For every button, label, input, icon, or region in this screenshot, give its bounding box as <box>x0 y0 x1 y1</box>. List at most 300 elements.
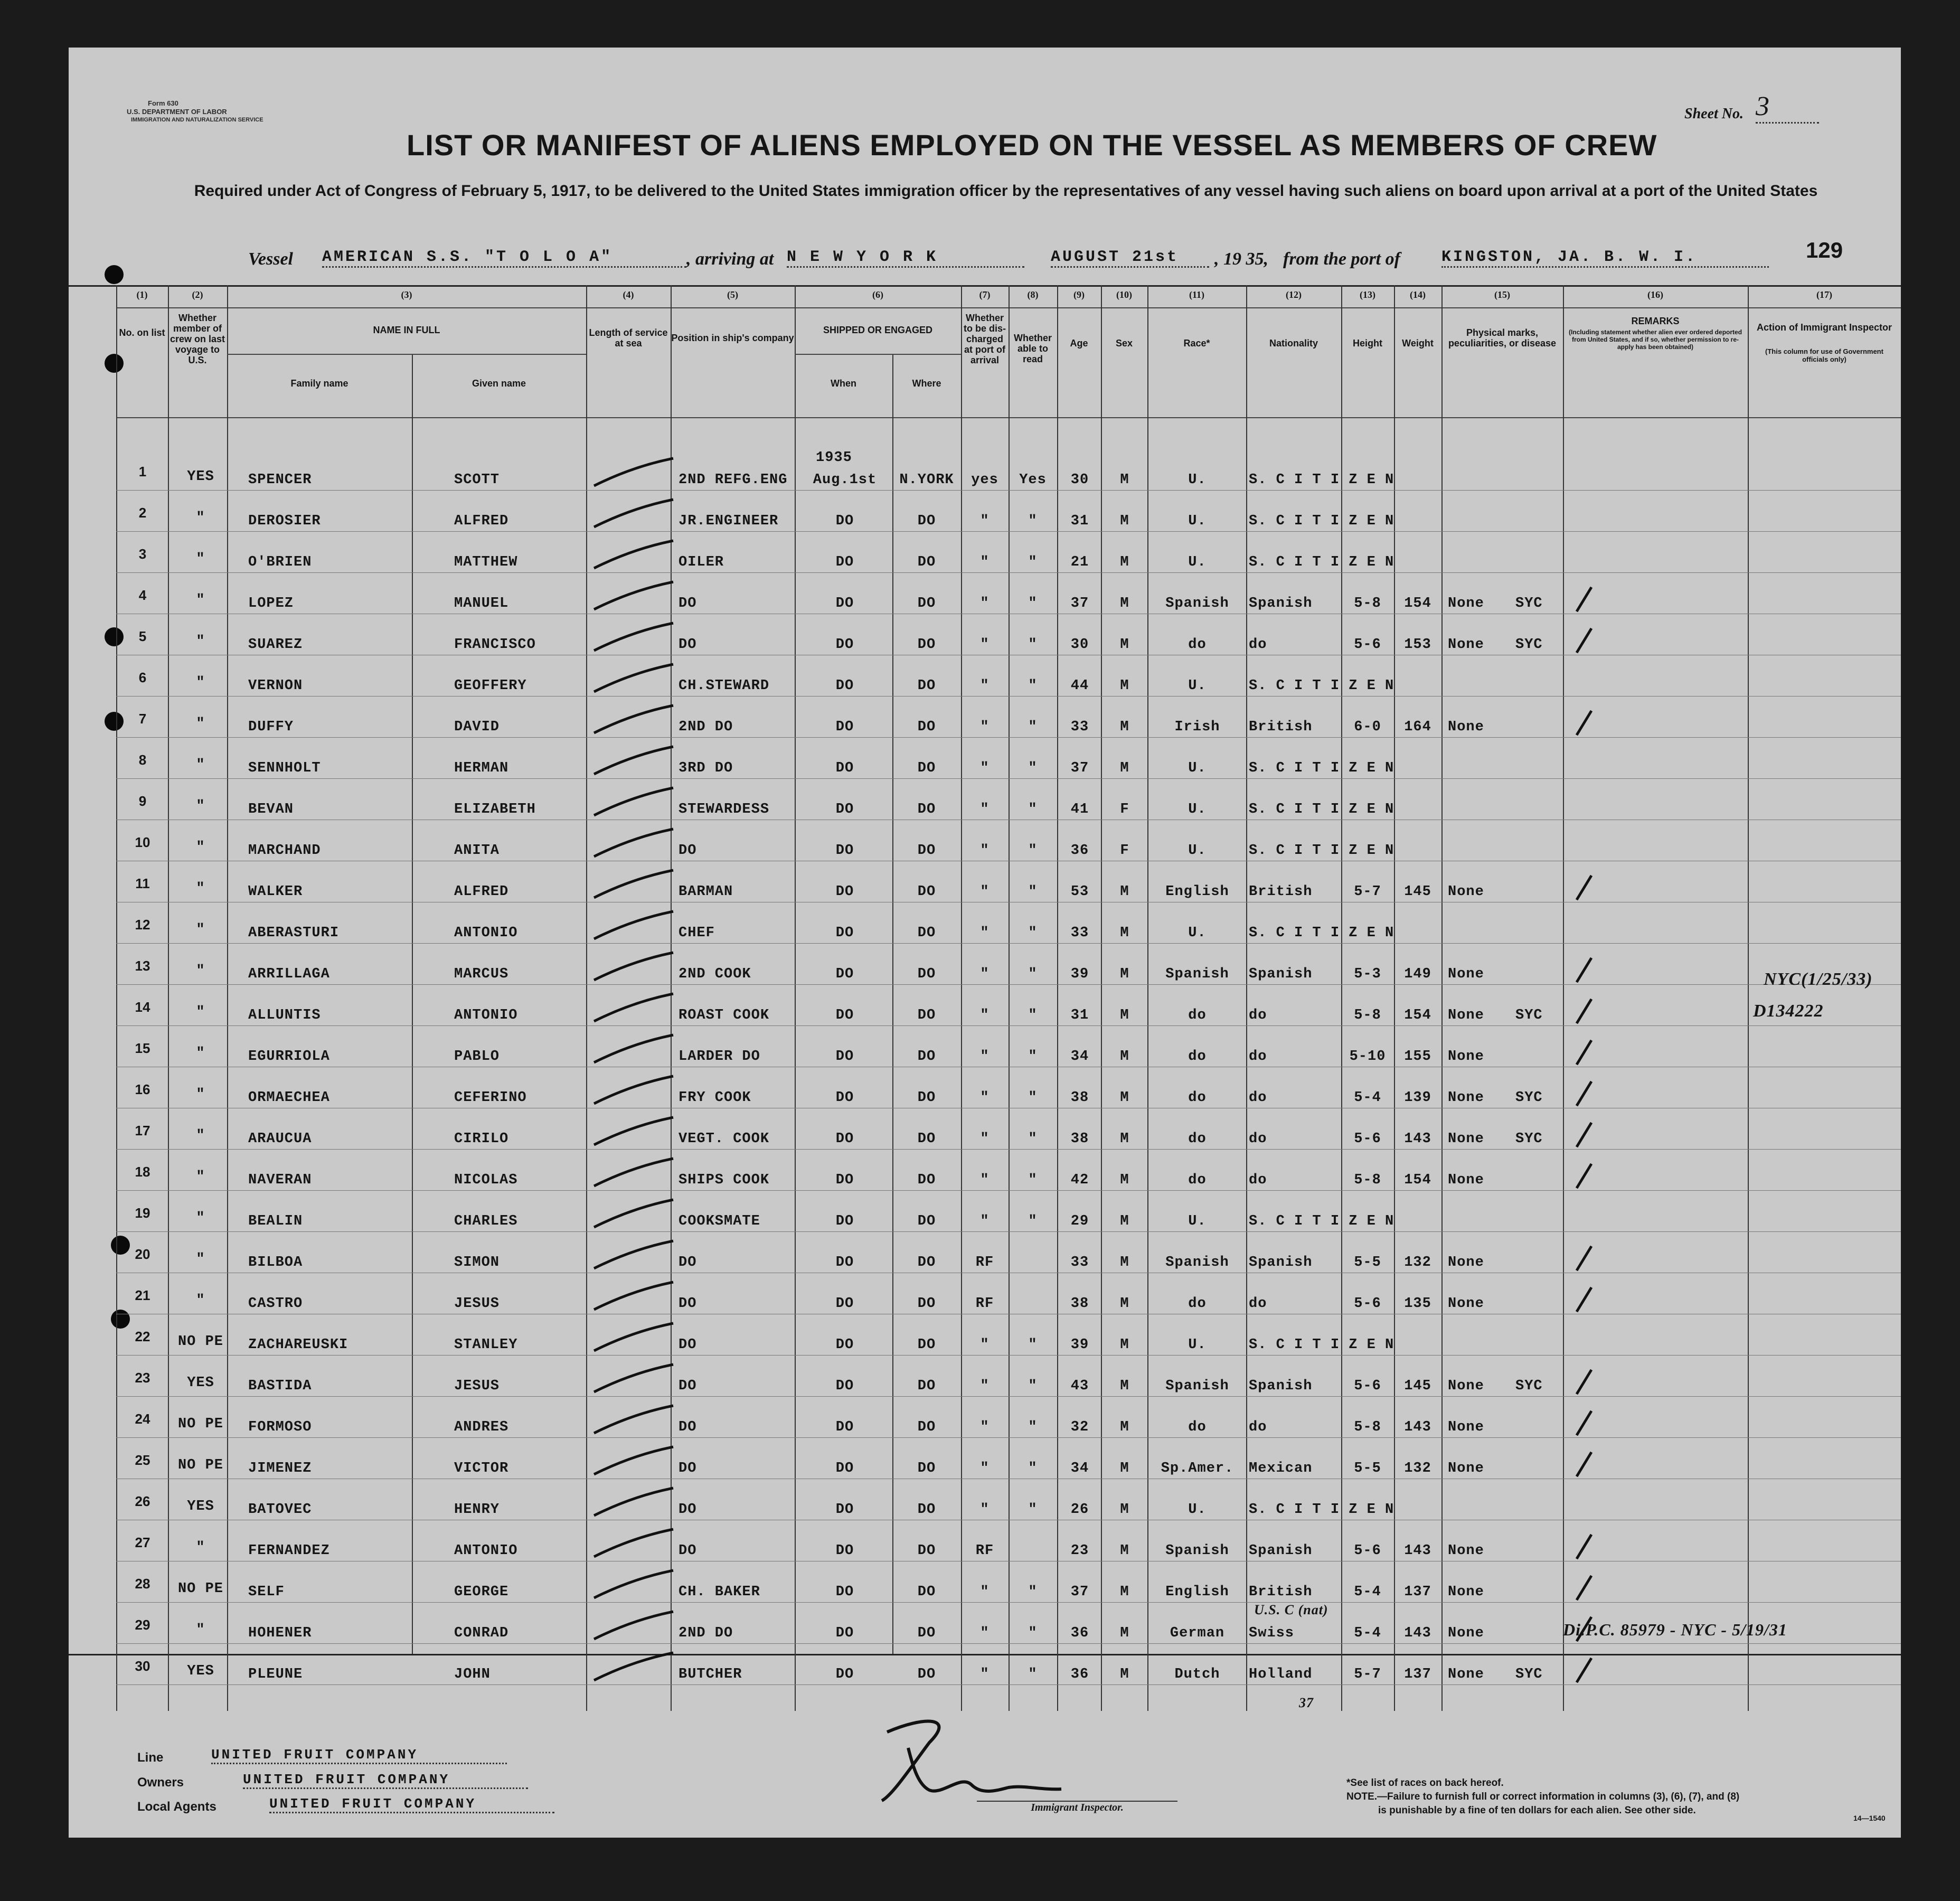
nationality-cell: Spanish <box>1249 1543 1313 1559</box>
height-cell: 5-4 <box>1354 1090 1381 1106</box>
row-rule <box>116 1437 1901 1438</box>
height-cell: 6-0 <box>1354 719 1381 735</box>
position-cell: ROAST COOK <box>679 1008 770 1023</box>
discharged-cell: yes <box>971 472 998 488</box>
action-note: NYC(1/25/33) <box>1764 970 1873 989</box>
position-cell: 2ND DO <box>679 719 733 735</box>
position-cell: JR.ENGINEER <box>679 513 779 529</box>
row-rule <box>116 1149 1901 1150</box>
physical-marks-cell: None <box>1448 1172 1484 1188</box>
sex-cell: M <box>1120 1502 1129 1518</box>
row-rule <box>116 1684 1901 1685</box>
race-cell: do <box>1188 1296 1207 1312</box>
weight-cell: 132 <box>1404 1461 1431 1476</box>
row-rule <box>116 1231 1901 1232</box>
shipped-when-cell: DO <box>835 1090 854 1106</box>
sex-cell: M <box>1120 1008 1129 1023</box>
prior-voyage-cell: NO PE <box>177 1416 223 1432</box>
shipped-where-cell: DO <box>917 1667 936 1682</box>
col-header-age: Age <box>1070 338 1088 349</box>
col-number: (17) <box>1816 289 1832 300</box>
shipped-where-cell: DO <box>917 884 936 900</box>
age-cell: 33 <box>1070 925 1089 941</box>
weight-cell: 153 <box>1404 637 1431 653</box>
nationality-cell: S. C I T I Z E N <box>1249 760 1394 776</box>
service-length-tick <box>589 1154 679 1191</box>
check-mark <box>1573 1119 1595 1151</box>
row-number: 7 <box>138 711 147 727</box>
height-cell: 5-10 <box>1349 1049 1386 1065</box>
shipped-when-cell: DO <box>835 1008 854 1023</box>
position-cell: FRY COOK <box>679 1090 751 1106</box>
discharged-cell: " <box>980 1337 990 1353</box>
col-number: (10) <box>1116 289 1132 300</box>
row-number: 22 <box>135 1329 150 1344</box>
age-cell: 38 <box>1070 1090 1089 1106</box>
family-name-cell: ALLUNTIS <box>248 1008 321 1023</box>
service-length-tick <box>589 619 679 656</box>
discharged-cell: " <box>980 966 990 982</box>
row-number: 9 <box>138 793 147 809</box>
prior-voyage-cell: NO PE <box>177 1457 223 1473</box>
given-name-cell: FRANCISCO <box>454 637 536 653</box>
shipped-when-cell: DO <box>835 1378 854 1394</box>
given-name-cell: CHARLES <box>454 1213 518 1229</box>
physical-marks-cell: None <box>1448 1378 1484 1394</box>
arrival-port: N E W Y O R K <box>787 248 1024 268</box>
height-cell: 5-8 <box>1354 596 1381 611</box>
given-name-cell: GEORGE <box>454 1584 509 1600</box>
page-stamp-number: 129 <box>1806 238 1843 262</box>
col-header-family-name: Family name <box>290 378 348 389</box>
from-port-label: from the port of <box>1283 249 1400 269</box>
row-number: 21 <box>135 1287 150 1303</box>
can-read-cell: " <box>1028 1419 1038 1435</box>
can-read-cell: " <box>1028 1008 1038 1023</box>
check-mark <box>1573 1078 1595 1110</box>
crew-table <box>69 285 1901 1711</box>
race-cell: U. <box>1188 925 1207 941</box>
position-cell: 3RD DO <box>679 760 733 776</box>
check-mark <box>1573 996 1595 1028</box>
given-name-cell: ANTONIO <box>454 1008 518 1023</box>
row-number: 1 <box>138 464 147 479</box>
discharged-cell: " <box>980 1090 990 1106</box>
row-number: 15 <box>135 1040 150 1056</box>
weight-cell: 143 <box>1404 1131 1431 1147</box>
physical-marks-cell: None <box>1448 596 1484 611</box>
service-length-tick <box>589 1607 679 1644</box>
shipped-where-cell: DO <box>917 1584 936 1600</box>
row-rule <box>116 572 1901 573</box>
shipped-when-cell: DO <box>835 1337 854 1353</box>
discharged-cell: " <box>980 719 990 735</box>
race-cell: U. <box>1188 472 1207 488</box>
col-number: (13) <box>1360 289 1375 300</box>
given-name-cell: MANUEL <box>454 596 509 611</box>
race-cell: U. <box>1188 678 1207 694</box>
row-rule <box>116 531 1901 532</box>
race-cell: do <box>1188 637 1207 653</box>
nationality-cell: S. C I T I Z E N <box>1249 843 1394 859</box>
row-rule <box>116 1355 1901 1356</box>
prior-voyage-cell: " <box>196 716 205 732</box>
height-cell: 5-5 <box>1354 1255 1381 1271</box>
given-name-cell: NICOLAS <box>454 1172 518 1188</box>
family-name-cell: JIMENEZ <box>248 1461 312 1476</box>
row-number: 16 <box>135 1081 150 1097</box>
can-read-cell: " <box>1028 513 1038 529</box>
can-read-cell: " <box>1028 802 1038 817</box>
weight-cell: 139 <box>1404 1090 1431 1106</box>
family-name-cell: BILBOA <box>248 1255 303 1271</box>
weight-cell: 143 <box>1404 1625 1431 1641</box>
remarks-note: Di.P.C. 85979 - NYC - 5/19/31 <box>1563 1620 1787 1639</box>
col-header-nationality: Nationality <box>1269 338 1318 349</box>
weight-cell: 143 <box>1404 1419 1431 1435</box>
physical-marks-cell: None <box>1448 1584 1484 1600</box>
discharged-cell: " <box>980 1131 990 1147</box>
can-read-cell: " <box>1028 1502 1038 1518</box>
row-number: 26 <box>135 1493 150 1509</box>
col-header-physical-marks: Physical marks, peculiarities, or disease <box>1448 327 1557 349</box>
physical-marks-cell: None <box>1448 719 1484 735</box>
col-header-length-service: Length of service at sea <box>589 327 668 349</box>
shipped-where-cell: DO <box>917 760 936 776</box>
service-length-tick <box>589 907 679 944</box>
check-mark <box>1573 1284 1595 1316</box>
sheet-label: Sheet No. <box>1684 106 1744 122</box>
shipped-where-cell: DO <box>917 843 936 859</box>
prior-voyage-cell: " <box>196 1210 205 1226</box>
age-cell: 37 <box>1070 1584 1089 1600</box>
prior-voyage-cell: " <box>196 592 205 608</box>
service-length-tick <box>589 1031 679 1068</box>
race-cell: U. <box>1188 1213 1207 1229</box>
age-cell: 38 <box>1070 1131 1089 1147</box>
prior-voyage-cell: " <box>196 551 205 567</box>
given-name-cell: HENRY <box>454 1502 500 1518</box>
position-cell: CH.STEWARD <box>679 678 770 694</box>
service-length-tick <box>589 1525 679 1562</box>
can-read-cell: Yes <box>1019 472 1047 488</box>
col-header-height: Height <box>1353 338 1382 349</box>
sex-cell: M <box>1120 760 1129 776</box>
can-read-cell: " <box>1028 1584 1038 1600</box>
race-cell: do <box>1188 1090 1207 1106</box>
row-number: 10 <box>135 834 150 850</box>
agents-value: UNITED FRUIT COMPANY <box>269 1796 554 1813</box>
shipped-where-cell: DO <box>917 678 936 694</box>
shipped-where-cell: DO <box>917 1131 936 1147</box>
shipped-when-cell: DO <box>835 1584 854 1600</box>
age-cell: 43 <box>1070 1378 1089 1394</box>
col-header-shipped: SHIPPED OR ENGAGED <box>823 325 933 335</box>
col-header-weight: Weight <box>1402 338 1434 349</box>
family-name-cell: BEVAN <box>248 802 294 817</box>
can-read-cell: " <box>1028 760 1038 776</box>
row-number: 6 <box>138 670 147 685</box>
row-number: 17 <box>135 1123 150 1138</box>
sex-cell: M <box>1120 1049 1129 1065</box>
discharged-cell: " <box>980 1625 990 1641</box>
height-cell: 5-8 <box>1354 1172 1381 1188</box>
given-name-cell: VICTOR <box>454 1461 509 1476</box>
line-label: Line <box>137 1751 164 1765</box>
position-cell: LARDER DO <box>679 1049 760 1065</box>
nationality-cell: do <box>1249 1419 1267 1435</box>
vessel-label: Vessel <box>248 249 293 269</box>
shipped-when-cell: DO <box>835 884 854 900</box>
family-name-cell: O'BRIEN <box>248 554 312 570</box>
family-name-cell: ZACHAREUSKI <box>248 1337 348 1353</box>
physical-marks-cell: None <box>1448 1255 1484 1271</box>
sex-cell: M <box>1120 1378 1129 1394</box>
given-name-cell: JOHN <box>454 1667 491 1682</box>
race-cell: U. <box>1188 1502 1207 1518</box>
col-number: (6) <box>872 289 883 300</box>
weight-cell: 137 <box>1404 1584 1431 1600</box>
age-cell: 34 <box>1070 1049 1089 1065</box>
row-rule <box>116 1190 1901 1191</box>
col-number: (11) <box>1189 289 1204 300</box>
sex-cell: M <box>1120 637 1129 653</box>
shipped-where-cell: DO <box>917 637 936 653</box>
col-header-where: Where <box>912 378 941 389</box>
position-cell: STEWARDESS <box>679 802 770 817</box>
row-rule <box>116 778 1901 779</box>
given-name-cell: CIRILO <box>454 1131 509 1147</box>
position-cell: SHIPS COOK <box>679 1172 770 1188</box>
shipped-when-cell: DO <box>835 1625 854 1641</box>
race-cell: U. <box>1188 802 1207 817</box>
nationality-cell: S. C I T I Z E N <box>1249 1337 1394 1353</box>
family-name-cell: HOHENER <box>248 1625 312 1641</box>
service-length-tick <box>589 1566 679 1603</box>
row-number: 13 <box>135 958 150 974</box>
col-header-race: Race* <box>1183 338 1210 349</box>
nationality-cell: S. C I T I Z E N <box>1249 925 1394 941</box>
prior-voyage-cell: NO PE <box>177 1334 223 1350</box>
sex-cell: M <box>1120 884 1129 900</box>
race-cell: Sp.Amer. <box>1161 1461 1234 1476</box>
age-cell: 44 <box>1070 678 1089 694</box>
arrival-date: AUGUST 21st <box>1051 248 1209 268</box>
race-cell: U. <box>1188 1337 1207 1353</box>
col-header-given-name: Given name <box>472 378 526 389</box>
row-number: 25 <box>135 1452 150 1468</box>
physical-marks-cell: None <box>1448 1461 1484 1476</box>
nationality-cell: S. C I T I Z E N <box>1249 472 1394 488</box>
sex-cell: M <box>1120 472 1129 488</box>
can-read-cell: " <box>1028 1337 1038 1353</box>
given-name-cell: ALFRED <box>454 513 509 529</box>
check-mark <box>1573 1449 1595 1481</box>
col-header-remarks: REMARKS <box>1631 316 1680 326</box>
prior-voyage-cell: YES <box>187 469 214 485</box>
remarks-cell: SYC <box>1515 1090 1543 1106</box>
discharged-cell: " <box>980 1584 990 1600</box>
given-name-cell: CEFERINO <box>454 1090 527 1106</box>
race-cell: Spanish <box>1165 1378 1229 1394</box>
shipped-when-cell: DO <box>835 637 854 653</box>
footnote-penalty: NOTE.—Failure to furnish full or correct information in columns (3), (6), (7), and (8) <box>1346 1791 1740 1802</box>
race-cell: Spanish <box>1165 1543 1229 1559</box>
shipped-where-cell: DO <box>917 1625 936 1641</box>
shipped-where-cell: DO <box>917 1172 936 1188</box>
remarks-cell: SYC <box>1515 596 1543 611</box>
col-number: (12) <box>1286 289 1302 300</box>
sex-cell: M <box>1120 1461 1129 1476</box>
service-length-tick <box>589 990 679 1027</box>
prior-voyage-cell: " <box>196 1128 205 1144</box>
agents-label: Local Agents <box>137 1800 216 1814</box>
check-mark <box>1573 1573 1595 1604</box>
race-cell: Spanish <box>1165 966 1229 982</box>
nationality-cell: Spanish <box>1249 1255 1313 1271</box>
nationality-cell: do <box>1249 1296 1267 1312</box>
shipped-where-cell: DO <box>917 1090 936 1106</box>
col-number: (1) <box>136 289 148 300</box>
discharged-cell: RF <box>975 1296 994 1312</box>
weight-cell: 154 <box>1404 1172 1431 1188</box>
nationality-cell: Spanish <box>1249 596 1313 611</box>
shipped-when-cell: DO <box>835 513 854 529</box>
discharged-cell: " <box>980 802 990 817</box>
shipped-where-cell: DO <box>917 925 936 941</box>
shipped-when-cell: DO <box>835 554 854 570</box>
age-cell: 36 <box>1070 843 1089 859</box>
shipped-where-cell: DO <box>917 1543 936 1559</box>
race-cell: U. <box>1188 554 1207 570</box>
discharged-cell: " <box>980 843 990 859</box>
shipped-where-cell: DO <box>917 554 936 570</box>
sex-cell: M <box>1120 1337 1129 1353</box>
prior-voyage-cell: " <box>196 922 205 938</box>
shipped-when-cell: DO <box>835 1502 854 1518</box>
physical-marks-cell: None <box>1448 966 1484 982</box>
service-length-tick <box>589 866 679 903</box>
shipped-when-cell: DO <box>835 760 854 776</box>
given-name-cell: ELIZABETH <box>454 802 536 817</box>
col-header-member: Whether member of crew on last voyage to U.S. <box>169 313 225 365</box>
age-cell: 29 <box>1070 1213 1089 1229</box>
age-cell: 30 <box>1070 637 1089 653</box>
discharged-cell: " <box>980 513 990 529</box>
physical-marks-cell: None <box>1448 1090 1484 1106</box>
discharged-cell: " <box>980 1049 990 1065</box>
height-cell: 5-3 <box>1354 966 1381 982</box>
shipped-where-cell: DO <box>917 966 936 982</box>
physical-marks-cell: None <box>1448 1543 1484 1559</box>
form-number: Form 630 <box>148 99 178 107</box>
age-cell: 23 <box>1070 1543 1089 1559</box>
col-header-read: Whether able to read <box>1014 333 1052 364</box>
sex-cell: M <box>1120 678 1129 694</box>
given-name-cell: JESUS <box>454 1378 500 1394</box>
can-read-cell: " <box>1028 1378 1038 1394</box>
nationality-cell: Spanish <box>1249 966 1313 982</box>
physical-marks-cell: None <box>1448 1419 1484 1435</box>
row-number: 24 <box>135 1411 150 1427</box>
row-number: 30 <box>135 1658 150 1674</box>
prior-voyage-cell: " <box>196 757 205 773</box>
height-cell: 5-7 <box>1354 1667 1381 1682</box>
height-cell: 5-6 <box>1354 637 1381 653</box>
weight-cell: 145 <box>1404 884 1431 900</box>
row-rule <box>116 984 1901 985</box>
manifest-sheet <box>69 48 1901 1838</box>
race-cell: Dutch <box>1174 1667 1220 1682</box>
row-number: 3 <box>138 546 147 562</box>
owners-label: Owners <box>137 1775 184 1790</box>
prior-voyage-cell: " <box>196 798 205 814</box>
discharged-cell: " <box>980 1461 990 1476</box>
height-cell: 5-7 <box>1354 884 1381 900</box>
col-number: (14) <box>1410 289 1426 300</box>
shipped-where-cell: DO <box>917 1378 936 1394</box>
sex-cell: M <box>1120 513 1129 529</box>
row-number: 12 <box>135 917 150 933</box>
check-mark <box>1573 708 1595 739</box>
can-read-cell: " <box>1028 843 1038 859</box>
position-cell: DO <box>679 843 697 859</box>
height-cell: 5-5 <box>1354 1461 1381 1476</box>
family-name-cell: MARCHAND <box>248 843 321 859</box>
sex-cell: M <box>1120 1255 1129 1271</box>
binder-hole <box>105 265 124 284</box>
row-rule <box>116 1602 1901 1603</box>
family-name-cell: BATOVEC <box>248 1502 312 1518</box>
nationality-cell: do <box>1249 637 1267 653</box>
age-cell: 41 <box>1070 802 1089 817</box>
position-cell: 2ND REFG.ENG <box>679 472 788 488</box>
weight-cell: 145 <box>1404 1378 1431 1394</box>
position-cell: DO <box>679 1255 697 1271</box>
shipped-where-cell: DO <box>917 1337 936 1353</box>
prior-voyage-cell: " <box>196 1293 205 1309</box>
service-length-tick <box>589 578 679 615</box>
shipped-where-cell: DO <box>917 802 936 817</box>
row-number: 29 <box>135 1617 150 1633</box>
shipped-where-cell: DO <box>917 513 936 529</box>
col-header-action-note: (This column for use of Government officials only) <box>1765 347 1883 363</box>
age-cell: 53 <box>1070 884 1089 900</box>
prior-voyage-cell: " <box>196 1622 205 1638</box>
row-number: 2 <box>138 505 147 521</box>
service-length-tick <box>589 1237 679 1274</box>
vessel-name: AMERICAN S.S. "T O L O A" <box>322 248 686 268</box>
discharged-cell: " <box>980 884 990 900</box>
shipped-when-cell: DO <box>835 1172 854 1188</box>
age-cell: 36 <box>1070 1667 1089 1682</box>
physical-marks-cell: None <box>1448 1008 1484 1023</box>
prior-voyage-cell: " <box>196 1169 205 1185</box>
height-cell: 5-6 <box>1354 1378 1381 1394</box>
col-number: (5) <box>727 289 738 300</box>
nationality-cell: Spanish <box>1249 1378 1313 1394</box>
col-number: (8) <box>1027 289 1039 300</box>
service-length-tick <box>589 1484 679 1521</box>
age-cell: 33 <box>1070 719 1089 735</box>
family-name-cell: LOPEZ <box>248 596 294 611</box>
col-number: (4) <box>623 289 634 300</box>
sex-cell: M <box>1120 719 1129 735</box>
position-cell: 2ND COOK <box>679 966 751 982</box>
row-number: 5 <box>138 628 147 644</box>
height-cell: 5-4 <box>1354 1625 1381 1641</box>
weight-cell: 132 <box>1404 1255 1431 1271</box>
